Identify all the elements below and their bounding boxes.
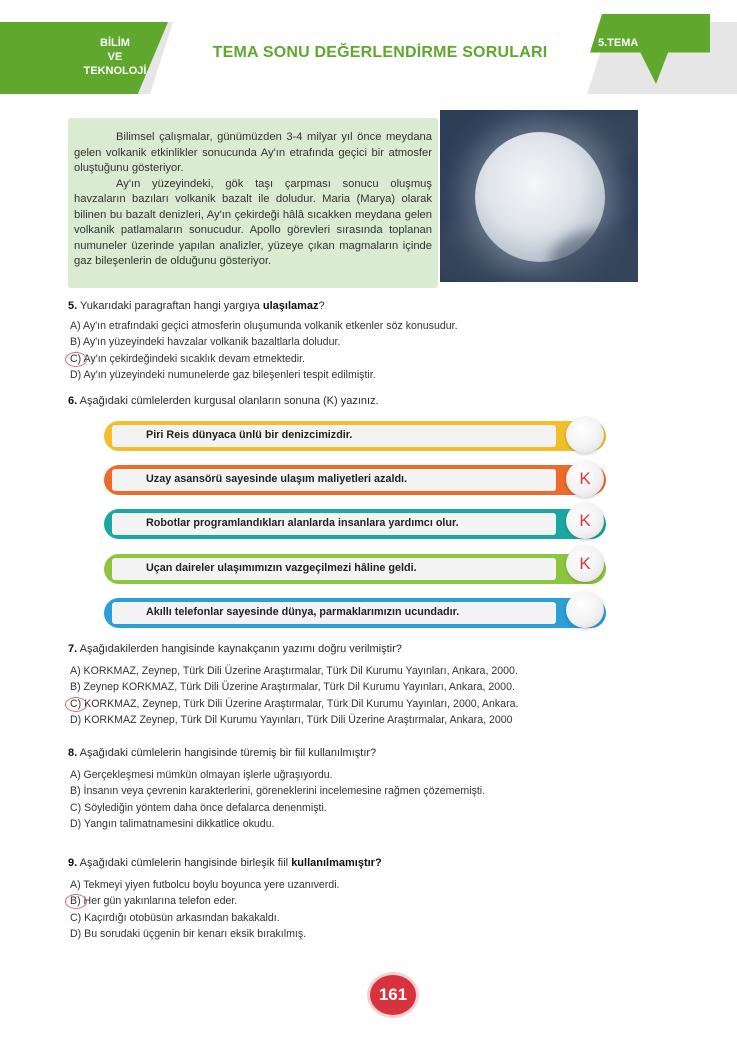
question-number: 7. (68, 643, 78, 655)
answer-knob[interactable] (566, 592, 604, 628)
option-c[interactable]: C) Ay'ın çekirdeğindeki sıcaklık devam etmektedir. (70, 352, 305, 365)
statement-text: Akıllı telefonlar sayesinde dünya, parmaklarımızın ucundadır. (146, 606, 460, 618)
answer-mark: K (579, 511, 591, 530)
option-b[interactable]: B) Her gün yakınlarına telefon eder. (70, 895, 238, 908)
question-number: 6. (68, 395, 78, 407)
question-text: Aşağıdakilerden hangisinde kaynakçanın yazımı doğru verilmiştir? (79, 643, 402, 655)
question-number: 8. (68, 747, 78, 759)
question-5-options (70, 318, 458, 383)
question-number: 9. (68, 857, 78, 869)
answer-mark: K (579, 554, 591, 573)
option-d[interactable]: D) KORKMAZ Zeynep, Türk Dil Kurumu Yayınları, Türk Dili Üzerine Araştırmalar, Ankara, 2000 (70, 713, 513, 726)
statement-text: Piri Reis dünyaca ünlü bir denizcimizdir. (146, 429, 353, 441)
answer-knob[interactable] (566, 417, 604, 453)
page-number: 161 (370, 975, 416, 1015)
tema-label: 5.TEMA (598, 37, 639, 49)
passage-paragraph-2: Ay'ın yüzeyindeki, gök taşı çarpması sonucu oluşmuş havzaların bazıları volkanik bazalt ile doludur. Maria (Marya) olarak bilinen bu bazalt denizleri, Ay'ın çekirdeği hâlâ sıcakken meydana gelen volkanik patlamaların sonucudur. Apollo görevleri sırasında toplanan numuneler üzerinde yapılan analizler, yüzeye çıkan magmaların içinde gaz bileşenlerin de olduğunu gösteriyor. (74, 177, 432, 267)
statement-text: Uçan daireler ulaşımımızın vazgeçilmezi hâline geldi. (146, 562, 417, 574)
question-8 (68, 745, 376, 762)
question-number: 5. (68, 300, 78, 312)
reading-passage (74, 130, 432, 270)
question-text: Aşağıdaki cümlelerden kurgusal olanların sonuna (K) yazınız. (79, 395, 379, 407)
question-5 (68, 298, 325, 315)
question-7-options (70, 663, 518, 728)
subject-line-2: VE (107, 51, 123, 63)
option-a[interactable]: A) Gerçekleşmesi mümkün olmayan işlerle uğraşıyordu. (70, 769, 333, 781)
question-mark: ? (318, 300, 325, 312)
answer-mark: K (579, 469, 591, 488)
answer-knob[interactable] (566, 503, 604, 539)
option-d[interactable]: D) Bu sorudaki üçgenin bir kenarı eksik bırakılmış. (70, 927, 307, 940)
statement-text: Uzay asansörü sayesinde ulaşım maliyetleri azaldı. (146, 473, 408, 485)
option-a[interactable]: A) KORKMAZ, Zeynep, Türk Dili Üzerine Araştırmalar, Türk Dil Kurumu Yayınları, Ankara, 2000. (70, 665, 518, 677)
option-d[interactable]: D) Ay'ın yüzeyindeki numunelerde gaz bileşenleri tespit edilmiştir. (70, 368, 376, 381)
question-9-options (70, 877, 340, 942)
subject-line-1: BİLİM (100, 37, 130, 49)
statement-text: Robotlar programlandıkları alanlarda insanlara yardımcı olur. (146, 517, 459, 529)
question-text: Aşağıdaki cümlelerin hangisinde türemiş bir fiil kullanılmıştır? (79, 747, 377, 759)
passage-paragraph-1: Bilimsel çalışmalar, günümüzden 3-4 milyar yıl önce meydana gelen volkanik etkinlikler sonucunda Ay'ın etrafında geçici bir atmosfer oluştuğunu gösteriyor. (74, 131, 432, 174)
option-b[interactable]: B) Zeynep KORKMAZ, Türk Dili Üzerine Araştırmalar, Türk Dil Kurumu Yayınları, Ankara, 2000. (70, 681, 515, 694)
question-emphasis: ulaşılamaz (262, 300, 319, 312)
question-6 (68, 393, 379, 410)
option-a[interactable]: A) Tekmeyi yiyen futbolcu boylu boyunca yere uzanıverdi. (70, 879, 340, 891)
answer-knob[interactable] (566, 461, 604, 497)
option-b[interactable]: B) İnsanın veya çevrenin karakterlerini, göreneklerini incelemesine rağmen çözememişti. (70, 785, 486, 798)
option-a[interactable]: A) Ay'ın etrafındaki geçici atmosferin oluşumunda volkanik etkenler söz konusudur. (70, 320, 458, 332)
option-c[interactable]: C) KORKMAZ, Zeynep, Türk Dili Üzerine Araştırmalar, Türk Dil Kurumu Yayınları, 2000, Ankara. (70, 697, 519, 710)
option-c[interactable]: C) Söylediğin yöntem daha önce defalarca denenmişti. (70, 801, 327, 814)
answer-circle (65, 352, 87, 367)
question-emphasis: kullanılmamıştır? (291, 857, 382, 869)
subject-line-3: TEKNOLOJİ (83, 65, 147, 77)
question-text: Aşağıdaki cümlelerin hangisinde birleşik fiil (79, 857, 292, 869)
page-title: TEMA SONU DEĞERLENDİRME SORULARI (212, 44, 548, 61)
question-9 (68, 855, 382, 872)
moon-image (440, 110, 638, 282)
question-8-options (70, 767, 485, 832)
option-d[interactable]: D) Yangın talimatnamesini dikkatlice okudu. (70, 817, 275, 830)
question-7 (68, 641, 402, 658)
answer-circle (65, 697, 87, 712)
question-text: Yukarıdaki paragraftan hangi yargıya (80, 300, 263, 312)
option-c[interactable]: C) Kaçırdığı otobüsün arkasından bakakaldı. (70, 911, 280, 924)
answer-knob[interactable] (566, 546, 604, 582)
option-b[interactable]: B) Ay'ın yüzeyindeki havzalar volkanik bazaltlarla doludur. (70, 336, 341, 349)
